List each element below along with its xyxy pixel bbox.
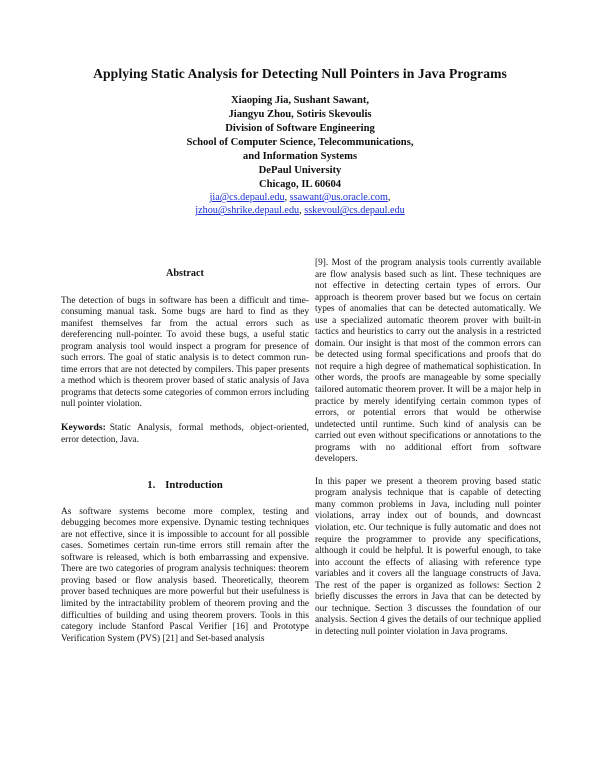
- intro-paragraph: In this paper we present a theorem proving based static program analysis technique that is capable of detecting many common problems in Java, including null pointer violations, array index out of bounds, and downcast violation, etc. Our technique is fully automatic and does not require the programmer to provide any specifications, although it could be helpful. It is powerful enough, to take into account the effects of aliasing with reference type variables and it covers all the language constructs of Java. The rest of the paper is organized as follows: Section 2 briefly discusses the errors in Java that can be detected by our technique. Section 3 discusses the foundation of our analysis. Section 4 gives the details of our technique applied in detecting null pointer violation in Java programs.: [315, 476, 541, 637]
- email-link[interactable]: sskevoul@cs.depaul.edu: [304, 205, 405, 217]
- email-line: jzhou@shrike.depaul.edu, sskevoul@cs.depaul.edu: [195, 205, 405, 217]
- abstract-text: The detection of bugs in software has been a difficult and time-consuming manual task. Some bugs are hard to find as they manifest themselves far from the actual errors such as dereferencing null-pointer. To avoid these bugs, a useful static program analysis tool would inspect a program for presence of such errors. The goal of static analysis is to detect common run-time errors that are not detected by compilers. This paper presents a method which is theorem prover based of static analysis of Java programs that detects some categories of common errors including null pointer violation.: [61, 295, 309, 410]
- affiliation-line: DePaul University: [258, 165, 342, 176]
- affiliation-line: Division of Software Engineering: [225, 123, 375, 134]
- affiliation-line: Chicago, IL 60604: [258, 179, 342, 190]
- affiliation-line: and Information Systems: [242, 151, 358, 162]
- intro-paragraph-continued: [9]. Most of the program analysis tools currently available are flow analysis based such as lint. These techniques are not effective in detecting certain types of errors. Our approach is theorem prover based but we focus on certain types of anomalies that can be detected automatically. We use a specialized automatic theorem prover with built-in tactics and heuristics to carry out the analysis in a restricted domain. Our insight is that most of the common errors can be detected using formal specifications and proofs that do not require a high degree of mathematical sophistication. In other words, the proofs are manageable by some specially tailored automatic theorem prover. It will be a major help in practice by merely identifying certain common types of errors, or potential errors that would be otherwise undetected until runtime. Such kind of analysis can be carried out even without specifications or annotations to the programs with no additional effort from software developers.: [315, 258, 541, 465]
- email-line: jia@cs.depaul.edu, ssawant@us.oracle.com,: [209, 192, 391, 203]
- right-column: [315, 258, 541, 639]
- email-link[interactable]: jia@cs.depaul.edu: [209, 192, 285, 203]
- email-link[interactable]: jzhou@shrike.depaul.edu: [195, 205, 300, 217]
- author-line: Jiangyu Zhou, Sotiris Skevoulis: [228, 109, 372, 120]
- keywords-line: [61, 422, 309, 446]
- left-column: [61, 268, 309, 645]
- keywords-label: Keywords:: [61, 422, 106, 434]
- affiliation-line: School of Computer Science, Telecommunications,: [186, 137, 414, 148]
- paper-title: Applying Static Analysis for Detecting Null Pointers in Java Programs: [93, 66, 507, 81]
- section-title: Introduction: [165, 480, 223, 492]
- intro-paragraph: As software systems become more complex, testing and debugging becomes more expensive. Dynamic testing techniques are not effective, since it is impossible to account for all possible cases. Sometimes certain run-time errors still remain after the software is released, which is both embarrassing and expensive. There are two categories of program analysis techniques: theorem proving based or flow analysis based. Theoretically, theorem prover based techniques are more powerful but their usefulness is limited by the intractability problem of theorem proving and the difficulties of building and using theorem provers. Tools in this category include Stanford Pascal Verifier [16] and Prototype Verification System (PVS) [21] and Set-based analysis: [61, 506, 309, 644]
- email-link[interactable]: ssawant@us.oracle.com: [289, 192, 388, 203]
- section-number: 1.: [147, 480, 156, 492]
- section-heading-introduction: [61, 480, 309, 492]
- abstract-heading: Abstract: [166, 268, 204, 279]
- keywords-text: Static Analysis, formal methods, object-oriented, error detection, Java.: [61, 423, 309, 445]
- author-block: [100, 94, 500, 192]
- author-line: Xiaoping Jia, Sushant Sawant,: [230, 95, 370, 106]
- email-block: [100, 191, 500, 218]
